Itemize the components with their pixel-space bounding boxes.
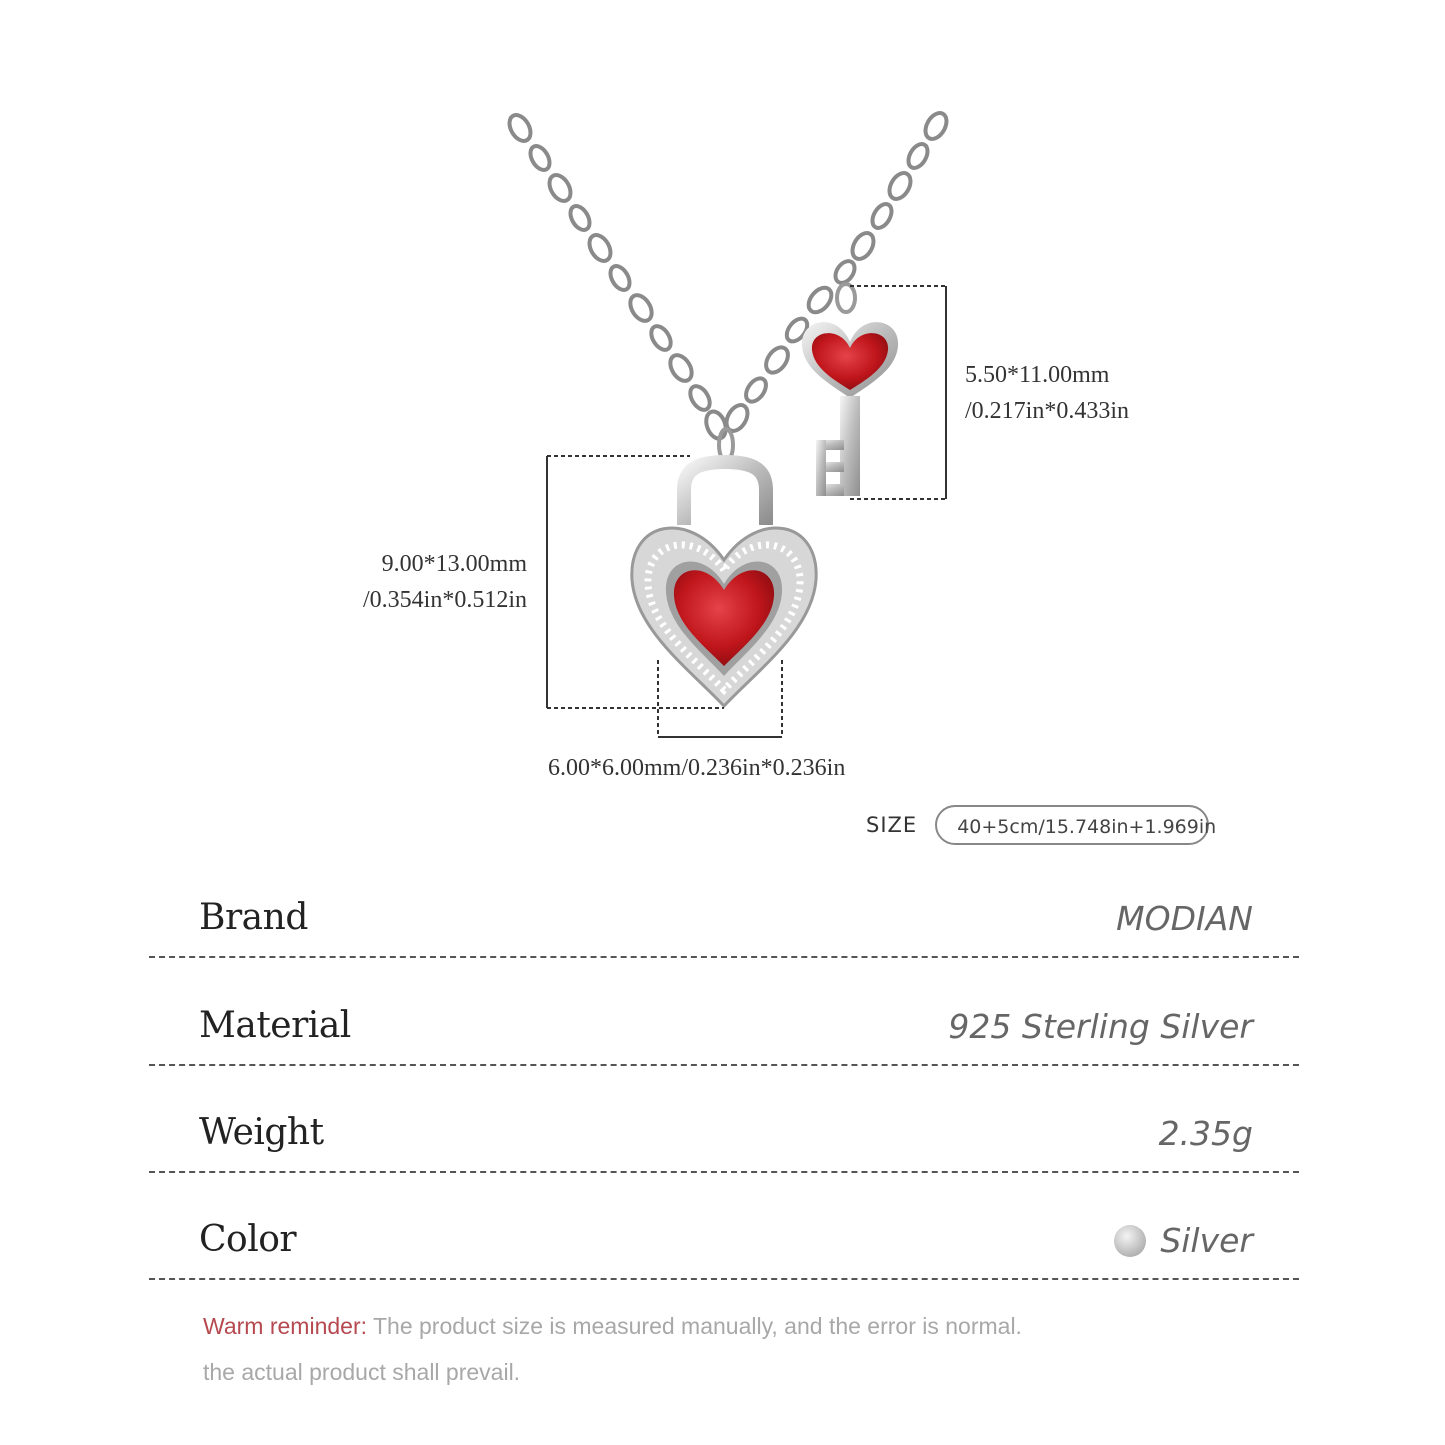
size-label: SIZE xyxy=(866,813,918,837)
spec-label-color: Color xyxy=(199,1219,297,1260)
spec-row-material xyxy=(149,984,1299,1066)
lock-dimension-mm: 9.00*13.00mm xyxy=(381,551,527,577)
spec-row-weight xyxy=(149,1091,1299,1173)
reminder-line-2: the actual product shall prevail. xyxy=(203,1359,521,1385)
spec-value-material: 925 Sterling Silver xyxy=(948,1007,1253,1046)
spec-row-brand xyxy=(149,876,1299,958)
size-row xyxy=(866,803,1217,847)
reminder-title: Warm reminder: xyxy=(203,1313,367,1339)
spec-label-weight: Weight xyxy=(199,1112,324,1153)
lock-pendant xyxy=(632,429,816,706)
reminder-line-1 xyxy=(203,1303,1022,1349)
key-pendant xyxy=(802,284,898,496)
reminder-text-1: The product size is measured manually, and the error is normal. xyxy=(367,1313,1022,1339)
lock-dimensions xyxy=(363,546,527,618)
color-swatch-icon[interactable] xyxy=(1114,1225,1146,1257)
lock-dimension-in: /0.354in*0.512in xyxy=(362,587,527,613)
warm-reminder xyxy=(203,1303,1022,1395)
size-option[interactable]: 40+5cm/15.748in+1.969in xyxy=(935,805,1209,845)
spec-value-weight: 2.35g xyxy=(1158,1114,1253,1153)
key-dimensions xyxy=(965,357,1129,429)
spec-label-material: Material xyxy=(199,1005,351,1046)
spec-value-color: Silver xyxy=(1160,1221,1253,1260)
spec-label-brand: Brand xyxy=(199,897,308,938)
key-dimension-in: /0.217in*0.433in xyxy=(965,398,1130,424)
heart-stone-dimensions: 6.00*6.00mm/0.236in*0.236in xyxy=(548,755,846,781)
chain-left xyxy=(505,111,729,441)
spec-row-color xyxy=(149,1198,1299,1280)
key-dimension-mm: 5.50*11.00mm xyxy=(965,362,1110,388)
spec-value-color-wrap xyxy=(1114,1221,1253,1260)
spec-value-brand: MODIAN xyxy=(1116,899,1253,938)
